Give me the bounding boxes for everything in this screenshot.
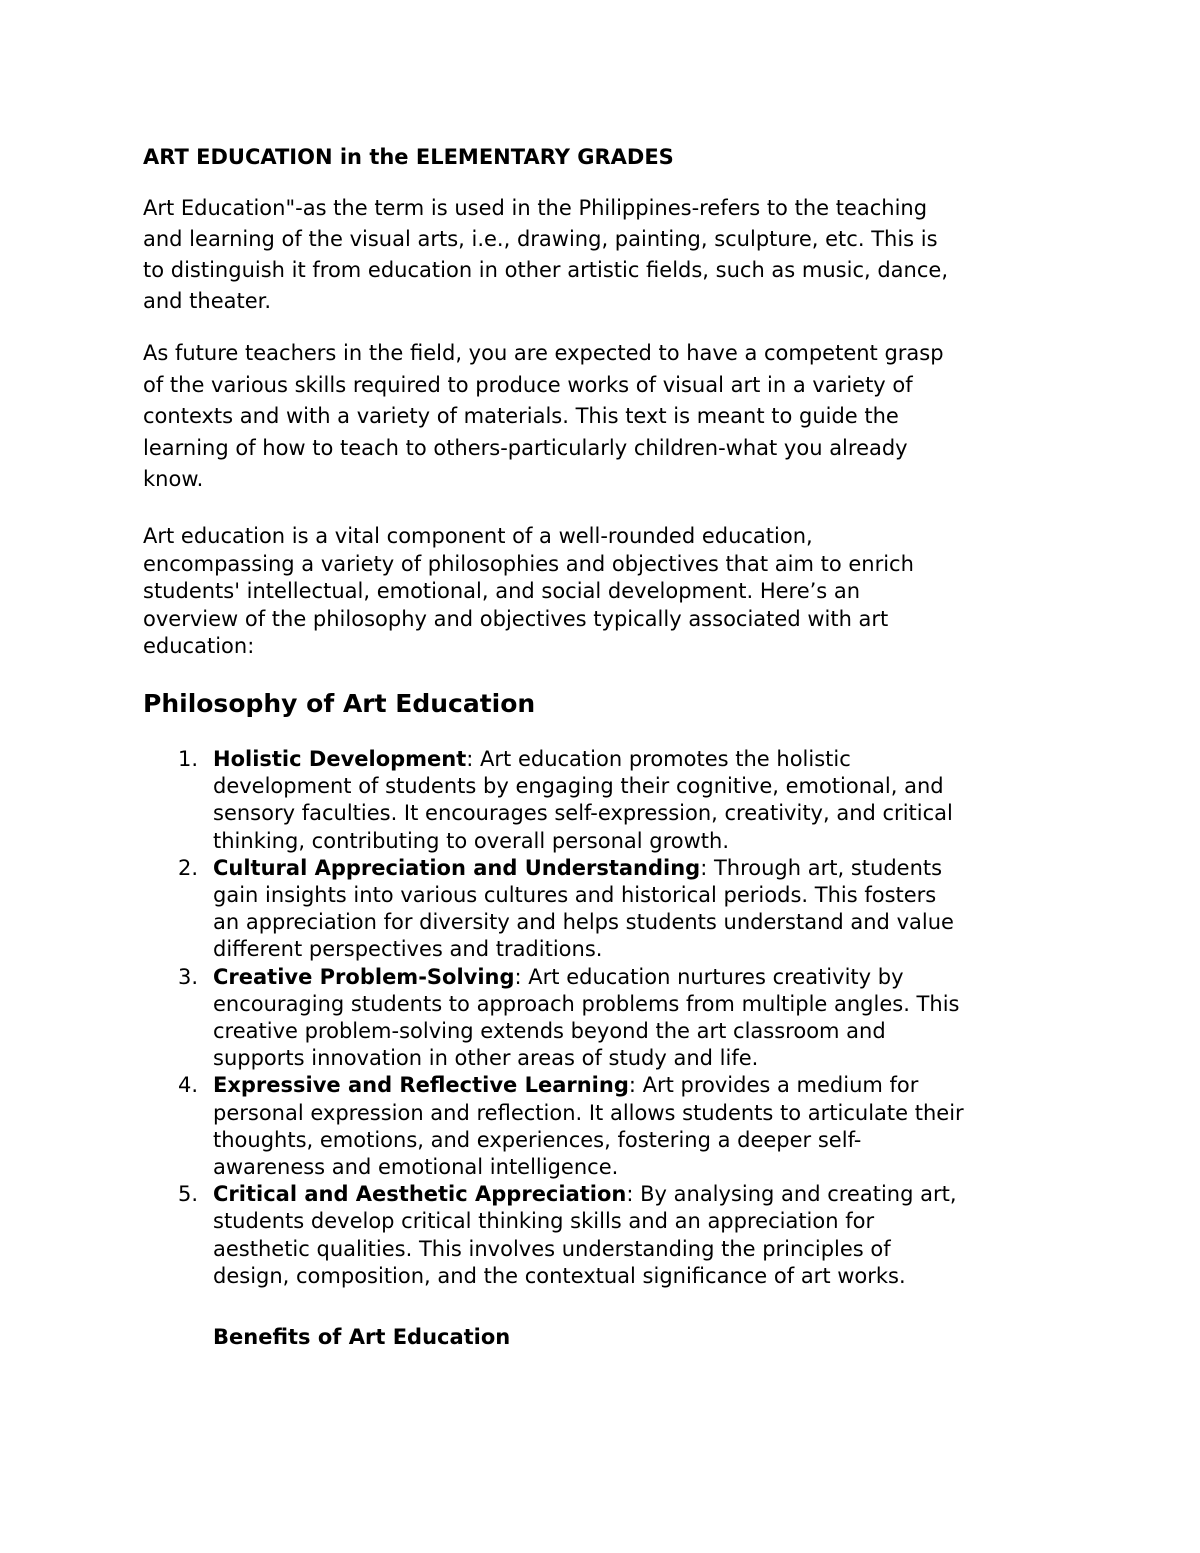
- list-item-line: aesthetic qualities. This involves understanding the principles of: [213, 1236, 891, 1261]
- list-item-term: Expressive and Reflective Learning: [213, 1073, 629, 1098]
- benefits-heading: Benefits of Art Education: [213, 1325, 511, 1349]
- paragraph-line: and theater.: [143, 289, 272, 313]
- list-item-first-line: [213, 1072, 1073, 1099]
- list-item-line: supports innovation in other areas of study and life.: [213, 1046, 759, 1071]
- list-item-line: sensory faculties. It encourages self-expression, creativity, and critical: [213, 801, 953, 826]
- list-item-text: : Art education promotes the holistic: [466, 747, 851, 771]
- list-item-text: : Art provides a medium for: [628, 1073, 919, 1098]
- paragraph-line: As future teachers in the field, you are expected to have a competent grasp: [143, 341, 944, 365]
- list-item-term: Critical and Aesthetic Appreciation: [213, 1182, 627, 1207]
- paragraph-line: Art Education"-as the term is used in the Philippines-refers to the teaching: [143, 196, 928, 220]
- list-item-line: development of students by engaging their cognitive, emotional, and: [213, 774, 944, 799]
- list-item-first-line: [213, 964, 1073, 991]
- philosophy-list: [143, 746, 1073, 1290]
- overview-paragraph: [143, 523, 914, 661]
- list-item-line: an appreciation for diversity and helps students understand and value: [213, 910, 954, 935]
- list-item-text: : Through art, students: [700, 855, 943, 880]
- list-item: [143, 1181, 1073, 1290]
- paragraph-line: to distinguish it from education in other artistic fields, such as music, dance,: [143, 258, 949, 282]
- list-item-number: 4.: [178, 1073, 199, 1098]
- paragraph-line: of the various skills required to produce works of visual art in a variety of: [143, 372, 913, 397]
- list-item-number: 2.: [178, 855, 199, 880]
- list-item-line: design, composition, and the contextual significance of art works.: [213, 1263, 906, 1288]
- list-item: [143, 964, 1073, 1073]
- list-item-line: creative problem-solving extends beyond the art classroom and: [213, 1019, 886, 1044]
- list-item-number: 1.: [178, 747, 199, 771]
- list-item-text: : By analysing and creating art,: [626, 1182, 957, 1207]
- paragraph-line: and learning of the visual arts, i.e., drawing, painting, sculpture, etc. This is: [143, 227, 938, 251]
- list-item-line: students develop critical thinking skills and an appreciation for: [213, 1209, 875, 1234]
- list-item-line: gain insights into various cultures and historical periods. This fosters: [213, 883, 937, 908]
- intro-paragraph: [143, 193, 948, 317]
- paragraph-line: education:: [143, 634, 255, 658]
- list-item-line: personal expression and reflection. It allows students to articulate their: [213, 1100, 964, 1125]
- list-item-first-line: [213, 746, 1073, 773]
- list-item-line: different perspectives and traditions.: [213, 937, 603, 962]
- list-item: [143, 1072, 1073, 1181]
- paragraph-line: know.: [143, 467, 204, 491]
- list-item-line: thoughts, emotions, and experiences, fostering a deeper self-: [213, 1127, 862, 1152]
- document-title: ART EDUCATION in the ELEMENTARY GRADES: [143, 145, 674, 169]
- philosophy-heading: Philosophy of Art Education: [143, 689, 536, 718]
- paragraph-line: encompassing a variety of philosophies and objectives that aim to enrich: [143, 551, 914, 576]
- list-item-line: encouraging students to approach problems from multiple angles. This: [213, 991, 960, 1016]
- list-item-first-line: [213, 855, 1073, 882]
- list-item-line: awareness and emotional intelligence.: [213, 1155, 619, 1180]
- list-item-term: Holistic Development: [213, 747, 467, 771]
- list-item-text: : Art education nurtures creativity by: [514, 964, 904, 989]
- list-item: [143, 746, 1073, 855]
- list-item: [143, 855, 1073, 964]
- paragraph-line: learning of how to teach to others-particularly children-what you already: [143, 435, 908, 460]
- list-item-line: thinking, contributing to overall personal growth.: [213, 828, 730, 853]
- future-teachers-paragraph: [143, 338, 944, 496]
- list-item-number: 5.: [178, 1182, 199, 1207]
- list-item-first-line: [213, 1181, 1073, 1208]
- paragraph-line: overview of the philosophy and objectives typically associated with art: [143, 606, 889, 631]
- list-item-term: Cultural Appreciation and Understanding: [213, 855, 701, 880]
- paragraph-line: Art education is a vital component of a well-rounded education,: [143, 524, 813, 548]
- list-item-number: 3.: [178, 964, 199, 989]
- paragraph-line: contexts and with a variety of materials. This text is meant to guide the: [143, 404, 899, 428]
- paragraph-line: students' intellectual, emotional, and social development. Here’s an: [143, 579, 861, 603]
- list-item-term: Creative Problem-Solving: [213, 964, 515, 989]
